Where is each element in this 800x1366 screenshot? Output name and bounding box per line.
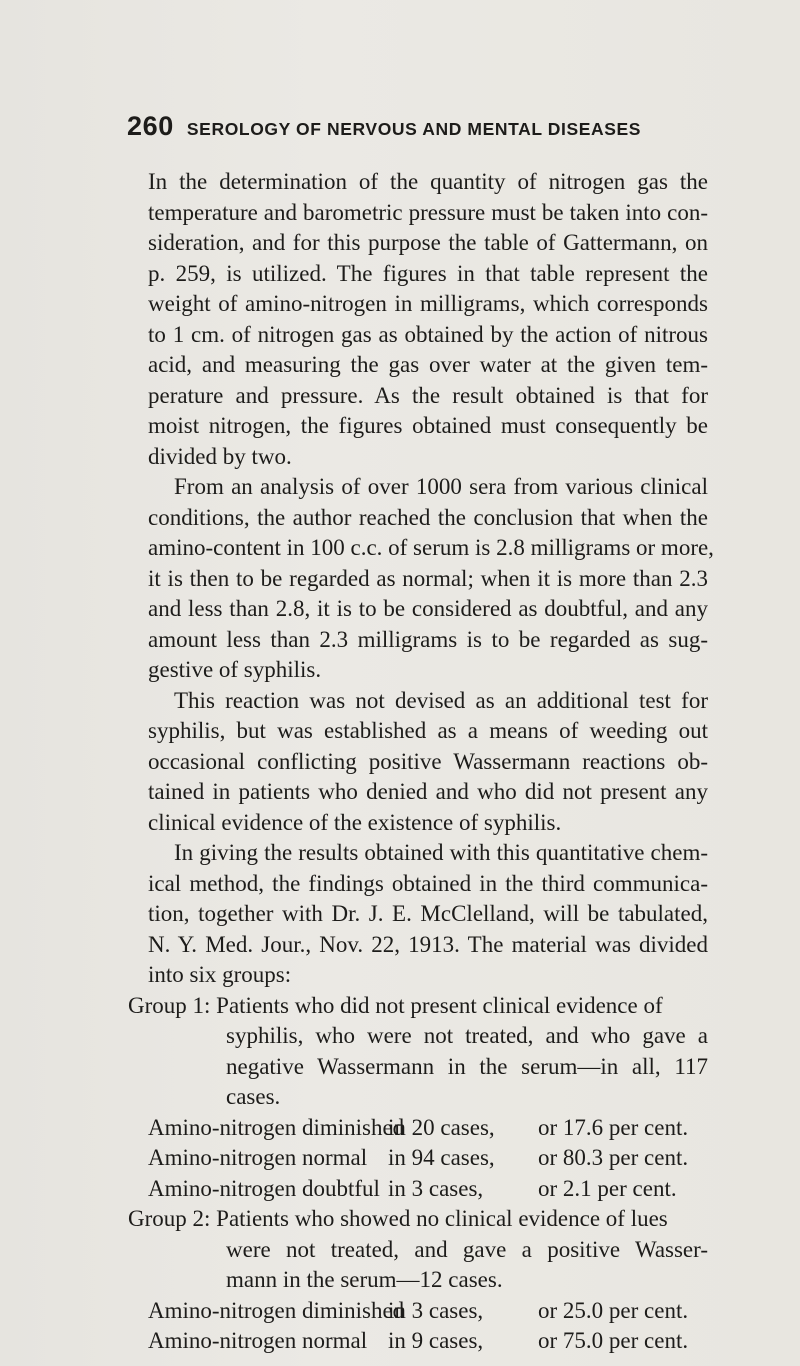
text-line: to 1 cm. of nitrogen gas as obtained by the action of nitrous (148, 321, 708, 347)
group-2-normal-result (148, 1326, 708, 1357)
result-label: Amino-nitrogen normal (148, 1145, 368, 1170)
group-1-description-first-line: Patients who did not present clinical evidence of (216, 992, 663, 1018)
paragraph-results-introduction (148, 838, 708, 991)
paragraph-reaction-purpose (148, 686, 708, 839)
result-percent: or 80.3 per cent. (538, 1145, 689, 1170)
text-line: This reaction was not devised as an additional test for (174, 687, 708, 713)
group-2-diminished-result (148, 1296, 708, 1327)
group-1-heading (128, 991, 708, 1022)
result-percent: or 25.0 per cent. (538, 1297, 689, 1323)
group-2-description-first-line: Patients who showed no clinical evidence of lues (216, 1206, 668, 1231)
text-line: acid, and measuring the gas over water at the given tem- (148, 352, 708, 377)
text-line: tained in patients who denied and who did not present any (148, 779, 708, 804)
text-line: p. 259, is utilized. The figures in that table represent the (148, 260, 708, 286)
result-cases: in 3 cases, (388, 1297, 484, 1323)
page-header (127, 111, 687, 142)
body-text (128, 167, 714, 1357)
result-percent: or 17.6 per cent. (538, 1114, 689, 1140)
text-line: gestive of syphilis. (148, 657, 322, 682)
result-label: Amino-nitrogen normal (148, 1328, 368, 1353)
text-line: amount less than 2.3 milligrams is to be regarded as sug- (148, 626, 708, 652)
text-line: occasional conflicting positive Wassermann reactions ob- (148, 748, 708, 774)
result-label: Amino-nitrogen diminished (148, 1114, 405, 1140)
text-line: In giving the results obtained with this quantitative chem- (174, 840, 708, 865)
group-1-description-line: negative Wassermann in the serum—in all, 117 (226, 1053, 708, 1079)
group-2 (128, 1204, 708, 1357)
text-line: perature and pressure. As the result obtained is that for (148, 382, 708, 408)
text-line: temperature and barometric pressure must be taken into con- (148, 199, 708, 225)
text-line: divided by two. (148, 443, 292, 469)
paragraph-sera-analysis (148, 472, 714, 686)
text-line: amino-content in 100 c.c. of serum is 2.8 milligrams or more, (148, 535, 714, 560)
text-line: N. Y. Med. Jour., Nov. 22, 1913. The material was divided (148, 931, 708, 957)
group-2-heading (128, 1204, 708, 1235)
text-line: In the determination of the quantity of nitrogen gas the (148, 169, 708, 194)
text-line: tion, together with Dr. J. E. McClelland, will be tabulated, (148, 901, 708, 926)
group-1 (128, 991, 708, 1205)
result-cases: in 3 cases, (388, 1175, 484, 1201)
result-cases: in 94 cases, (388, 1145, 495, 1170)
group-1-diminished-result (148, 1113, 708, 1144)
text-line: ical method, the findings obtained in the third communica- (148, 870, 708, 896)
result-cases: in 20 cases, (388, 1114, 495, 1140)
result-percent: or 2.1 per cent. (538, 1175, 677, 1201)
group-2-label: Group 2: (128, 1206, 211, 1231)
result-label: Amino-nitrogen doubtful (148, 1175, 380, 1201)
group-1-description-line: syphilis, who were not treated, and who gave a (226, 1023, 708, 1048)
text-line: into six groups: (148, 962, 292, 987)
group-1-description-line: cases. (226, 1084, 281, 1109)
paragraph-gas-measurement (148, 167, 708, 472)
group-1-label: Group 1: (128, 992, 211, 1018)
text-line: it is then to be regarded as normal; when it is more than 2.3 (148, 565, 708, 591)
text-line: syphilis, but was established as a means of weeding out (148, 718, 708, 743)
group-2-description-line: were not treated, and gave a positive Wasser- (226, 1236, 708, 1262)
group-1-normal-result (148, 1143, 708, 1174)
text-line: sideration, and for this purpose the table of Gattermann, on (148, 230, 708, 255)
text-line: weight of amino-nitrogen in milligrams, which corresponds (148, 291, 708, 316)
group-2-description-line: mann in the serum—12 cases. (226, 1267, 503, 1292)
running-title: SEROLOGY OF NERVOUS AND MENTAL DISEASES (186, 119, 642, 139)
group-1-doubtful-result (148, 1174, 708, 1205)
text-line: moist nitrogen, the figures obtained must consequently be (148, 413, 708, 438)
page-number: 260 (127, 111, 174, 141)
result-cases: in 9 cases, (388, 1328, 484, 1353)
text-line: conditions, the author reached the conclusion that when the (148, 504, 708, 530)
result-label: Amino-nitrogen diminished (148, 1297, 405, 1323)
result-percent: or 75.0 per cent. (538, 1328, 689, 1353)
text-line: From an analysis of over 1000 sera from various clinical (174, 474, 708, 499)
text-line: and less than 2.8, it is to be considered as doubtful, and any (148, 596, 708, 621)
text-line: clinical evidence of the existence of syphilis. (148, 809, 562, 835)
